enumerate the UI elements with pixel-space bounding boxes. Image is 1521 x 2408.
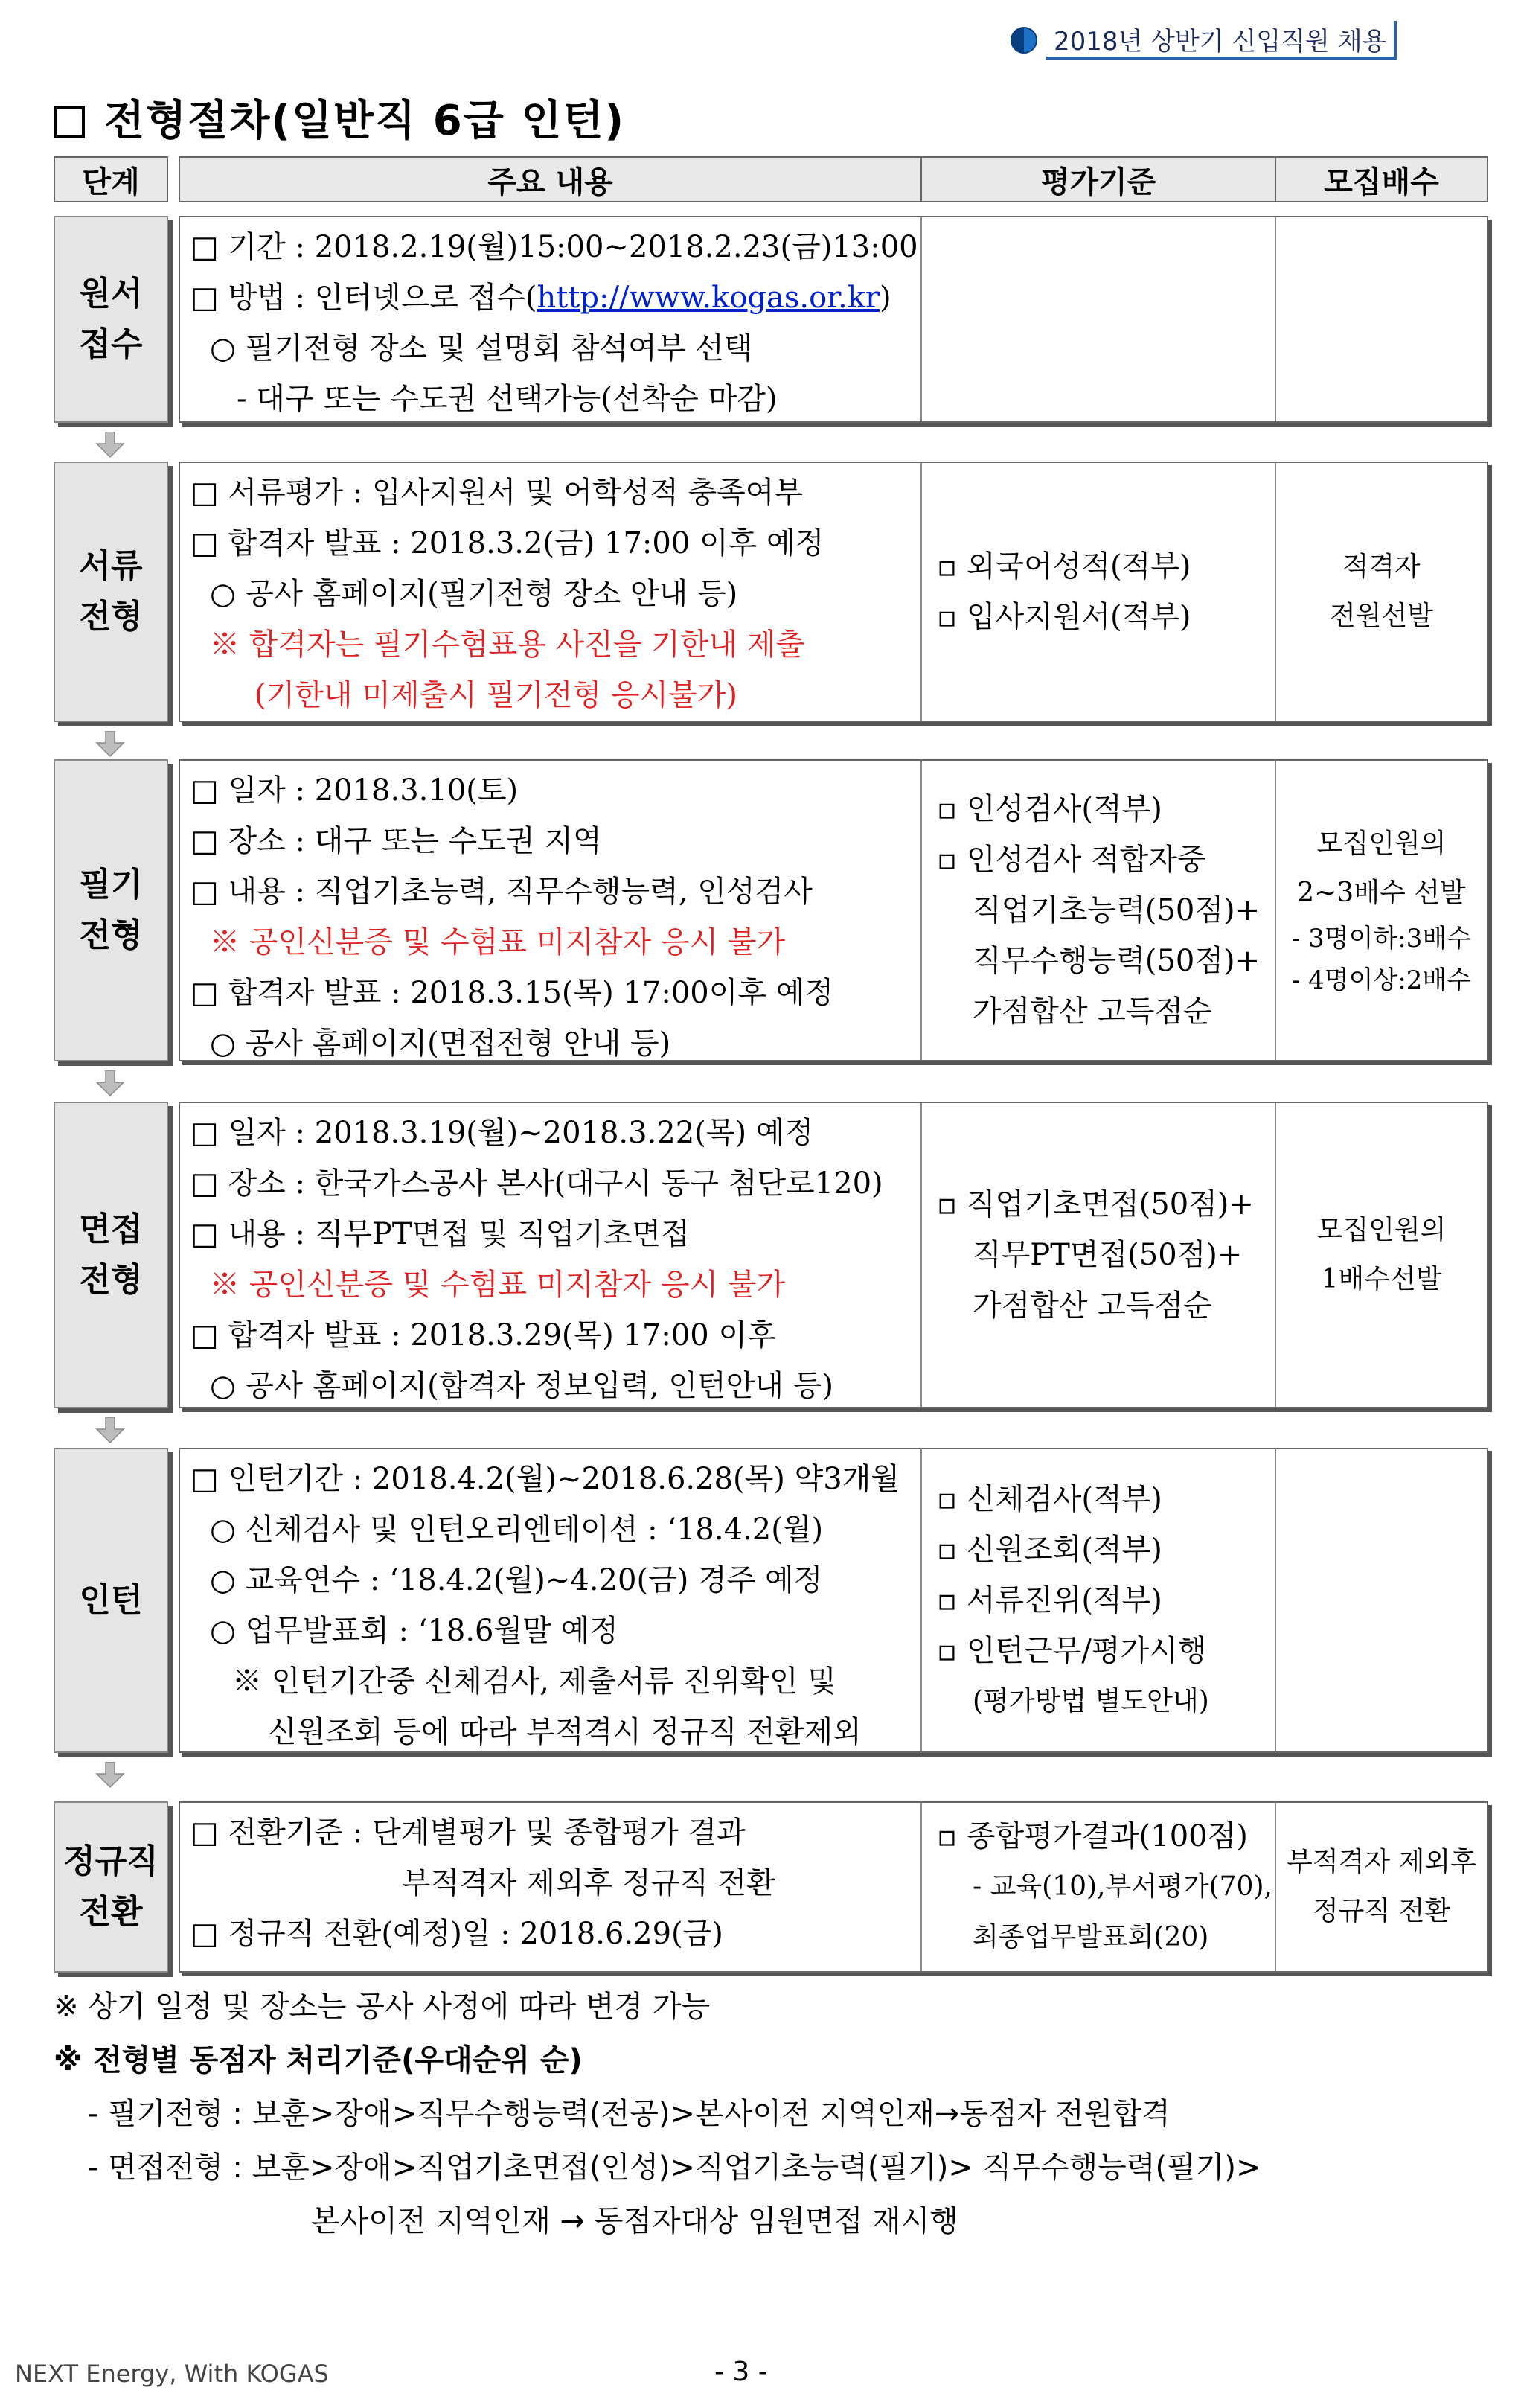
content-line: ※ 합격자는 필기수험표용 사진을 기한내 제출 — [210, 627, 805, 662]
content-line: ○ 공사 홈페이지(면접전형 안내 등) — [210, 1026, 671, 1061]
content-line: □ 장소 : 대구 또는 수도권 지역 — [190, 824, 602, 858]
down-arrow-icon — [95, 731, 125, 758]
criteria-line: 최종업무발표회(20) — [973, 1922, 1209, 1952]
criteria-line: 가점합산 고득점순 — [973, 994, 1212, 1029]
stage-row — [179, 1801, 1488, 1973]
column-header-multiple: 모집배수 — [1324, 165, 1439, 199]
criteria-line: (평가방법 별도안내) — [973, 1686, 1209, 1716]
stage-content-cell — [180, 761, 922, 1060]
content-line: □ 내용 : 직무PT면접 및 직업기초면접 — [190, 1217, 690, 1251]
criteria-line: ▫ 서류진위(적부) — [937, 1583, 1162, 1617]
content-line: 신원조회 등에 따라 부적격시 정규직 전환제외 — [268, 1715, 862, 1749]
checkbox-square-icon — [54, 106, 85, 138]
content-line: ○ 업무발표회 : ‘18.6월말 예정 — [210, 1614, 618, 1648]
stage-label-line: 필기 — [79, 866, 143, 904]
content-line: □ 합격자 발표 : 2018.3.15(목) 17:00이후 예정 — [190, 976, 834, 1010]
multiple-line: - 3명이하:3배수 — [1291, 924, 1472, 954]
stage-row — [179, 1102, 1488, 1408]
content-line: □ 일자 : 2018.3.10(토) — [190, 773, 519, 808]
stage-label — [54, 216, 168, 423]
down-arrow-icon — [95, 1417, 125, 1444]
stage-criteria-cell — [922, 217, 1276, 421]
column-header-stage: 단계 — [54, 156, 168, 202]
content-line: - 대구 또는 수도권 선택가능(선착순 마감) — [237, 382, 778, 416]
multiple-line: 1배수선발 — [1321, 1264, 1442, 1294]
multiple-line: - 4명이상:2배수 — [1291, 965, 1472, 995]
stage-content-cell — [180, 1103, 922, 1407]
note-line: - 면접전형 : 보훈>장애>직업기초면접(인성)>직업기초능력(필기)> 직무수행능력(필기)> — [88, 2150, 1261, 2185]
stage-criteria-cell — [922, 1803, 1276, 1971]
page-title-text: 전형절차(일반직 6급 인턴) — [104, 97, 626, 145]
content-line: ※ 인턴기간중 신체검사, 제출서류 진위확인 및 — [232, 1664, 836, 1699]
multiple-line: 부적격자 제외후 — [1287, 1847, 1476, 1877]
stage-label — [54, 1448, 168, 1753]
multiple-line: 정규직 전환 — [1312, 1896, 1451, 1926]
content-line: ○ 공사 홈페이지(합격자 정보입력, 인턴안내 등) — [210, 1369, 833, 1403]
stage-label-line: 전형 — [79, 598, 143, 636]
down-arrow-icon — [95, 432, 125, 459]
stage-label — [54, 1801, 168, 1973]
criteria-line: - 교육(10),부서평가(70), — [973, 1871, 1272, 1902]
note-line: ※ 전형별 동점자 처리기준(우대순위 순) — [54, 2043, 583, 2078]
stage-row — [179, 759, 1488, 1061]
stage-content-cell — [180, 217, 922, 421]
content-line: 부적격자 제외후 정규직 전환 — [402, 1866, 775, 1900]
stage-multiple-cell — [1276, 761, 1487, 1060]
stage-label — [54, 759, 168, 1061]
content-line: □ 정규직 전환(예정)일 : 2018.6.29(금) — [190, 1917, 723, 1951]
content-text: □ 방법 : 인터넷으로 접수( — [190, 281, 537, 315]
criteria-line: ▫ 종합평가결과(100점) — [937, 1819, 1248, 1853]
down-arrow-icon — [95, 1070, 125, 1097]
stage-row — [179, 1448, 1488, 1753]
stage-row — [179, 216, 1488, 423]
criteria-line: ▫ 신원조회(적부) — [937, 1533, 1162, 1567]
content-line: ○ 신체검사 및 인턴오리엔테이션 : ‘18.4.2(월) — [210, 1513, 824, 1547]
content-line: (기한내 미제출시 필기전형 응시불가) — [254, 678, 737, 712]
content-line: ○ 교육연수 : ‘18.4.2(월)~4.20(금) 경주 예정 — [210, 1563, 823, 1597]
criteria-line: 직무수행능력(50점)+ — [973, 944, 1261, 978]
stage-label — [54, 1102, 168, 1408]
stage-criteria-cell — [922, 1449, 1276, 1751]
content-line: ※ 공인신분증 및 수험표 미지참자 응시 불가 — [210, 1268, 786, 1302]
page-title — [54, 88, 625, 147]
content-line: □ 전환기준 : 단계별평가 및 종합평가 결과 — [190, 1815, 746, 1850]
stage-criteria-cell — [922, 1103, 1276, 1407]
criteria-line: ▫ 인성검사 적합자중 — [937, 843, 1206, 877]
stage-row — [179, 462, 1488, 722]
down-arrow-icon — [95, 1762, 125, 1789]
criteria-line: 직무PT면접(50점)+ — [973, 1238, 1243, 1272]
stage-multiple-cell — [1276, 217, 1487, 421]
logo-dot-icon — [1011, 27, 1037, 54]
criteria-line: ▫ 외국어성적(적부) — [937, 549, 1191, 584]
stage-label-line: 접수 — [79, 325, 143, 363]
content-line-with-link — [190, 272, 920, 323]
note-line: ※ 상기 일정 및 장소는 공사 사정에 따라 변경 가능 — [54, 1990, 711, 2024]
stage-label-line: 서류 — [79, 547, 143, 585]
criteria-line: ▫ 직업기초면접(50점)+ — [937, 1187, 1254, 1221]
stage-content-cell — [180, 1803, 922, 1971]
multiple-line: 모집인원의 — [1316, 828, 1447, 859]
content-line: ○ 공사 홈페이지(필기전형 장소 안내 등) — [210, 577, 738, 611]
content-line: □ 합격자 발표 : 2018.3.2(금) 17:00 이후 예정 — [190, 526, 824, 561]
stage-label — [54, 462, 168, 722]
stage-label-line: 면접 — [79, 1210, 143, 1248]
multiple-line: 적격자 — [1342, 552, 1421, 582]
stage-label-line: 인턴 — [79, 1581, 143, 1619]
header-tag — [1011, 19, 1487, 61]
content-text: ) — [880, 281, 891, 315]
footer-slogan: NEXT Energy, With KOGAS — [15, 2360, 329, 2388]
stage-multiple-cell — [1276, 463, 1487, 721]
content-line: □ 장소 : 한국가스공사 본사(대구시 동구 첨단로120) — [190, 1166, 883, 1201]
content-line: □ 인턴기간 : 2018.4.2(월)∼2018.6.28(목) 약3개월 — [190, 1462, 900, 1496]
website-link[interactable]: http://www.kogas.or.kr — [537, 281, 880, 315]
criteria-line: ▫ 인성검사(적부) — [937, 792, 1162, 826]
criteria-line: ▫ 신체검사(적부) — [937, 1482, 1162, 1516]
content-line: ※ 공인신분증 및 수험표 미지참자 응시 불가 — [210, 925, 786, 959]
note-line: 본사이전 지역인재 → 동점자대상 임원면접 재시행 — [311, 2204, 958, 2238]
criteria-line: ▫ 입사지원서(적부) — [937, 600, 1191, 634]
header-tag-text: 2018년 상반기 신입직원 채용 — [1046, 21, 1397, 60]
content-line: □ 서류평가 : 입사지원서 및 어학성적 충족여부 — [190, 476, 804, 510]
stage-multiple-cell — [1276, 1103, 1487, 1407]
stage-label-line: 원서 — [79, 275, 143, 313]
multiple-line: 모집인원의 — [1316, 1215, 1447, 1245]
stage-label-line: 전형 — [79, 916, 143, 954]
note-line: - 필기전형 : 보훈>장애>직무수행능력(전공)>본사이전 지역인재→동점자 전원합격 — [88, 2097, 1171, 2131]
criteria-line: ▫ 인턴근무/평가시행 — [937, 1634, 1207, 1668]
page-number: - 3 - — [714, 2357, 768, 2387]
column-headers — [179, 156, 1488, 202]
stage-criteria-cell — [922, 761, 1276, 1060]
column-header-content: 주요 내용 — [180, 158, 922, 201]
stage-multiple-cell — [1276, 1449, 1487, 1751]
criteria-line: 직업기초능력(50점)+ — [973, 893, 1261, 927]
stage-multiple-cell — [1276, 1803, 1487, 1971]
multiple-line: 전원선발 — [1329, 601, 1434, 631]
stage-label-line: 전환 — [79, 1893, 143, 1931]
content-line: □ 내용 : 직업기초능력, 직무수행능력, 인성검사 — [190, 875, 813, 909]
content-line: □ 일자 : 2018.3.19(월)∼2018.3.22(목) 예정 — [190, 1116, 814, 1150]
content-line: ○ 필기전형 장소 및 설명회 참석여부 선택 — [210, 331, 753, 365]
stage-content-cell — [180, 463, 922, 721]
multiple-line: 2~3배수 선발 — [1297, 878, 1466, 908]
stage-content-cell — [180, 1449, 922, 1751]
stage-criteria-cell — [922, 463, 1276, 721]
content-line: □ 기간 : 2018.2.19(월)15:00∼2018.2.23(금)13:00 — [190, 230, 918, 264]
stage-label-line: 전형 — [79, 1261, 143, 1299]
criteria-line: 가점합산 고득점순 — [973, 1288, 1212, 1323]
stage-label-line: 정규직 — [63, 1842, 158, 1880]
content-line: □ 합격자 발표 : 2018.3.29(목) 17:00 이후 — [190, 1318, 776, 1352]
column-header-criteria: 평가기준 — [922, 158, 1276, 201]
